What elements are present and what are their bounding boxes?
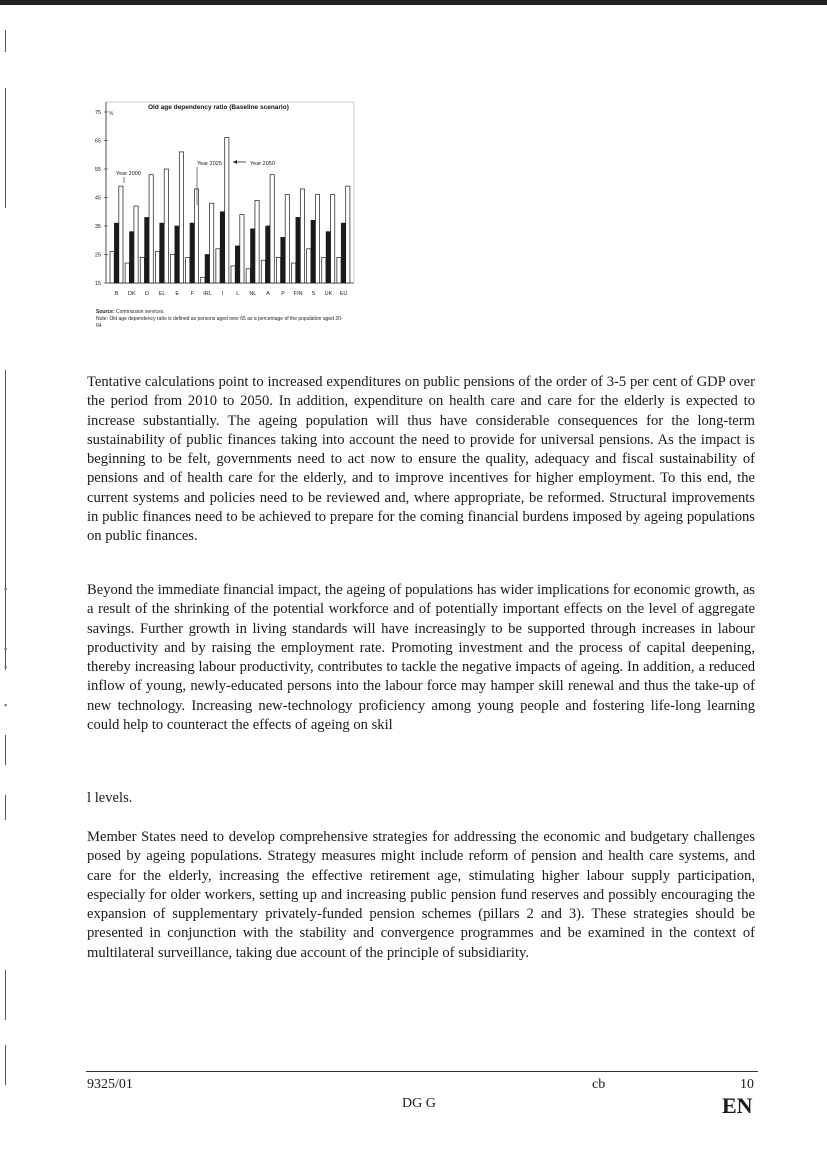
top-scan-border <box>0 0 827 5</box>
bar-F-1 <box>190 223 194 283</box>
bar-EL-0 <box>155 252 159 283</box>
bar-S-1 <box>311 220 315 283</box>
bar-L-1 <box>235 246 239 283</box>
scan-mark <box>5 88 6 208</box>
x-tick-label: P <box>281 291 285 297</box>
bar-L-0 <box>231 266 235 283</box>
bar-P-2 <box>285 195 289 283</box>
annotation-year-2050: Year 2050 <box>250 161 275 167</box>
x-tick-label: UK <box>324 291 333 297</box>
x-tick-label: DK <box>128 291 136 297</box>
x-tick-label: A <box>266 291 270 297</box>
document-number: 9325/01 <box>87 1077 133 1092</box>
bar-B-0 <box>110 252 114 283</box>
x-tick-label: EL <box>158 291 166 297</box>
scan-speck: ▪ <box>4 644 8 654</box>
scan-mark <box>5 795 6 820</box>
y-tick-label: 35 <box>94 224 101 230</box>
paragraph-fragment: l levels. <box>87 790 133 806</box>
scan-mark <box>5 1045 6 1085</box>
scan-speck: ▪ <box>4 584 8 594</box>
x-tick-label: L <box>236 291 240 297</box>
x-tick-label: F <box>190 291 195 297</box>
annotation-arrowhead-2050 <box>233 160 237 164</box>
bar-E-1 <box>175 226 179 283</box>
bar-NL-1 <box>251 229 255 283</box>
scan-mark <box>5 370 6 670</box>
paragraph-pension-expenditure: Tentative calculations point to increased expenditures on public pensions of the order of 3-5 per cent of GDP over the period from 2010 to 2050. In addition, expenditure on health care and care for the elderly is expected to increase substantially. The ageing population will thus have considerable consequences for the long-term sustainability of public finances taking into account the need to provide for universal pensions. As the impact is beginning to be felt, governments need to act now to ensure the quality, adequacy and fiscal sustainability of pensions and of health care for the elderly, and to improve incentives for higher employment. To this end, the current systems and policies need to be reviewed and, where appropriate, be reformed. Structural improvements in public finances need to be achieved to prepare for the coming financial burdens imposed by ageing populations on public finances. <box>87 374 755 545</box>
annotation-year-2025: Year 2025 <box>197 161 222 167</box>
bar-EU-0 <box>337 257 341 283</box>
author-initials: cb <box>592 1077 606 1092</box>
y-tick-label: 45 <box>94 195 101 202</box>
bar-UK-2 <box>331 195 335 283</box>
dependency-ratio-chart <box>86 95 360 307</box>
bar-S-0 <box>307 249 311 283</box>
x-tick-label: FIN <box>293 291 303 297</box>
x-tick-label: S <box>311 291 316 297</box>
bar-FIN-1 <box>296 217 300 283</box>
bar-EU-1 <box>341 223 345 283</box>
y-tick-label: 15 <box>94 281 101 287</box>
y-tick-label: 55 <box>94 167 101 173</box>
bar-A-2 <box>270 175 274 283</box>
y-axis-label: % <box>109 111 114 117</box>
bar-EL-2 <box>164 169 168 283</box>
scan-mark <box>5 30 6 52</box>
bar-FIN-2 <box>300 189 304 283</box>
bar-I-0 <box>216 249 220 283</box>
scan-speck: ▪ <box>4 700 8 710</box>
bar-IRL-1 <box>205 255 209 284</box>
scan-mark <box>5 970 6 1020</box>
directorate: DG G <box>402 1096 436 1111</box>
bar-FIN-0 <box>292 263 296 283</box>
footer-rule <box>86 1071 758 1072</box>
bar-UK-1 <box>326 232 330 283</box>
chart-note: Note: Old age dependency ratio is defined as persons aged over 65 as a percentage of the population aged 20-64 <box>96 316 343 329</box>
y-tick-label: 75 <box>94 110 101 116</box>
chart-notes <box>96 309 346 330</box>
bar-I-1 <box>220 212 224 283</box>
chart-title: Old age dependency ratio (Baseline scenario) <box>148 104 289 111</box>
scan-mark <box>5 735 6 765</box>
bar-B-1 <box>114 223 118 283</box>
bar-D-2 <box>149 175 153 283</box>
bar-E-0 <box>171 255 175 284</box>
x-tick-label: B <box>114 291 119 297</box>
bar-A-0 <box>261 260 265 283</box>
bar-UK-0 <box>322 257 326 283</box>
y-tick-label: 25 <box>94 252 101 259</box>
bar-E-2 <box>179 152 183 283</box>
bar-F-0 <box>186 257 190 283</box>
bar-B-2 <box>119 186 123 283</box>
x-tick-label: E <box>175 291 180 297</box>
x-tick-label: EU <box>339 291 348 297</box>
bar-F-2 <box>194 189 198 283</box>
bar-NL-2 <box>255 200 259 283</box>
bar-L-2 <box>240 215 244 283</box>
annotation-year-2000: Year 2000 <box>116 171 141 177</box>
bar-EU-2 <box>346 186 350 283</box>
bar-DK-2 <box>134 206 138 283</box>
scan-speck: ▪ <box>4 662 8 672</box>
y-tick-label: 65 <box>94 138 101 145</box>
bar-A-1 <box>266 226 270 283</box>
bar-IRL-2 <box>210 203 214 283</box>
x-tick-label: NL <box>249 291 257 297</box>
language-code: EN <box>722 1093 753 1118</box>
bar-DK-0 <box>125 263 129 283</box>
bar-DK-1 <box>130 232 134 283</box>
paragraph-strategies: Member States need to develop comprehensive strategies for addressing the economic and budgetary challenges posed by ageing populations. Strategy measures might include reform of pension and health care systems, and care for the elderly, increasing the effective retirement age, stimulating higher labour supply participation, especially for older workers, setting up and increasing public pension fund reserves and possibly encouraging the expansion of supplementary privately-funded pension schemes (pillars 2 and 3). These strategies should be presented in conjunction with the stability and convergence programmes and be examined in the context of multilateral surveillance, taking due account of the principle of subsidiarity. <box>87 829 755 961</box>
x-tick-label: D <box>144 291 149 297</box>
x-tick-label: IRL <box>203 291 212 297</box>
bar-D-1 <box>145 217 149 283</box>
page-number: 10 <box>740 1077 754 1092</box>
bar-NL-0 <box>246 269 250 283</box>
bar-P-1 <box>281 237 285 283</box>
bar-D-0 <box>140 257 144 283</box>
chart-svg <box>86 95 360 307</box>
bar-P-0 <box>276 257 280 283</box>
bar-IRL-0 <box>201 277 205 283</box>
chart-source: Source: Commission services. <box>96 309 165 315</box>
bar-I-2 <box>225 138 229 283</box>
bar-EL-1 <box>160 223 164 283</box>
x-tick-label: I <box>221 291 224 297</box>
paragraph-economic-growth: Beyond the immediate financial impact, the ageing of populations has wider implications for economic growth, as a result of the shrinking of the potential workforce and of potentially important effects on the level of aggregate savings. Further growth in living standards will have increasingly to be supported through increases in labour productivity and by raising the employment rate. Promoting investment and the process of capital deepening, thereby increasing labour productivity, contributes to tackle the negative impacts of ageing. In addition, a reduced inflow of young, newly-educated persons into the labour force may hamper skill renewal and thus the take-up of new technology. Increasing new-technology proficiency among young people and fostering life-long learning could help to counteract the effects of ageing on skil <box>87 582 755 734</box>
bar-S-2 <box>315 195 319 283</box>
